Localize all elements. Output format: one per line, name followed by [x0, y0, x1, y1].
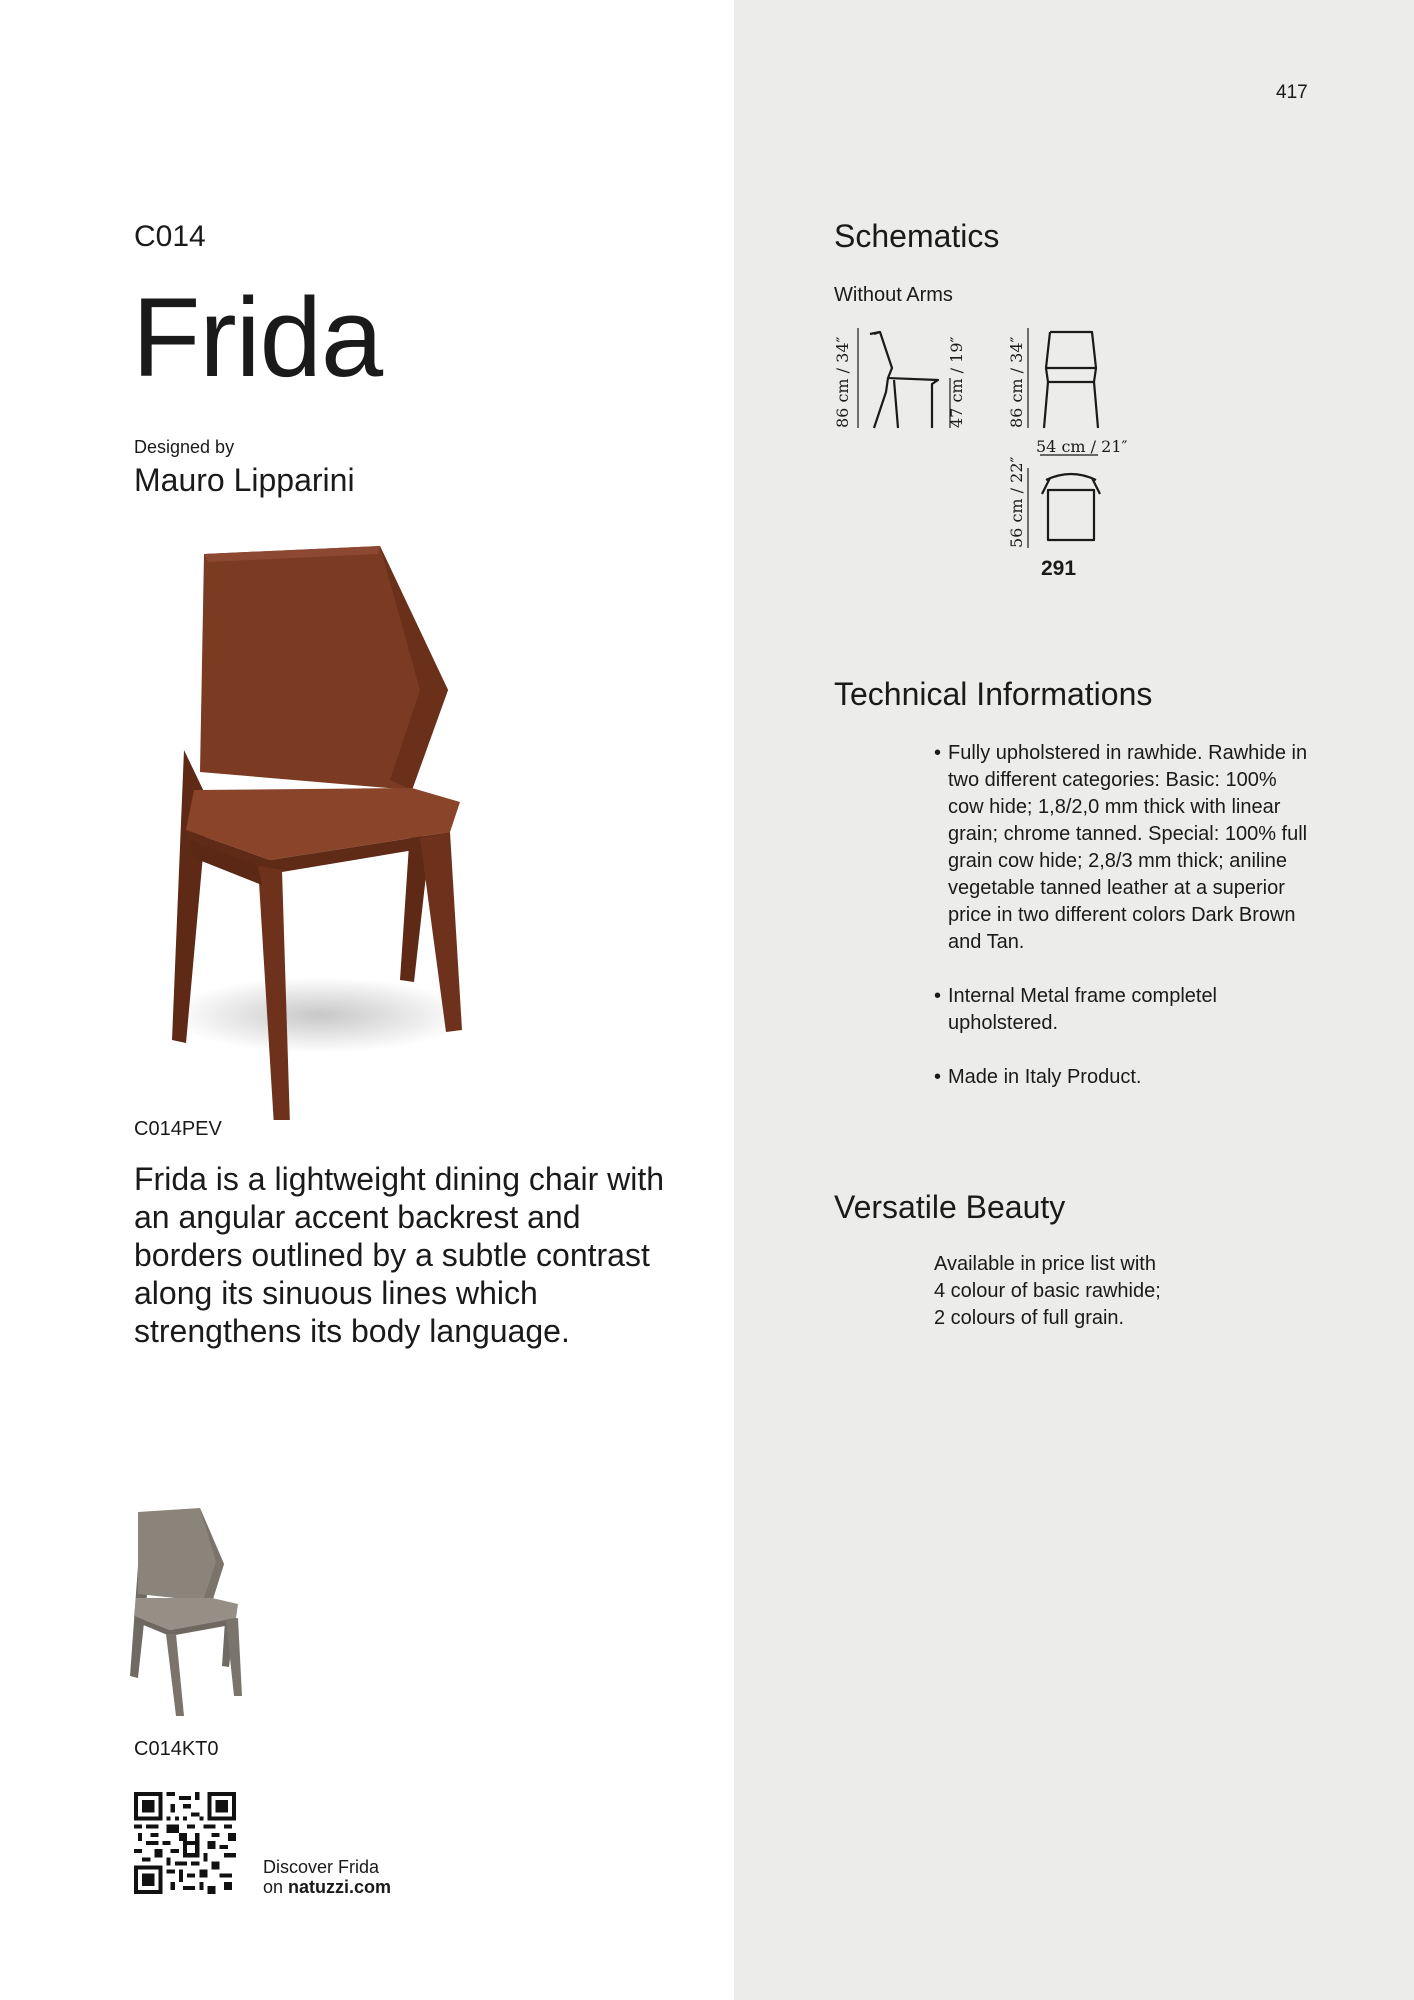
schematic-code: 291 [1041, 557, 1077, 580]
schematics-title: Schematics [834, 218, 1000, 254]
page-number: 417 [1276, 82, 1308, 103]
schematic-drawings [828, 318, 1148, 558]
versatile-text [934, 1251, 1314, 1332]
technical-title: Technical Informations [834, 676, 1153, 712]
product-description: Frida is a lightweight dining chair with an angular accent backrest and borders outlined by a subtle contrast along its sinuous lines which strengthens its body language. [134, 1161, 665, 1349]
alt-variant-code: C014KT0 [134, 1738, 219, 1760]
dim-front-width: 54 cm / 21″ [1036, 437, 1128, 456]
discover-prefix: on [263, 1877, 289, 1897]
discover-line: Discover Frida [263, 1857, 380, 1877]
discover-site-line [263, 1877, 391, 1897]
versatile-title: Versatile Beauty [834, 1189, 1066, 1225]
versatile-line: 2 colours of full grain. [934, 1307, 1125, 1329]
qr-code[interactable] [134, 1792, 236, 1894]
dim-top-depth: 56 cm / 22″ [1007, 456, 1026, 548]
chair-image-brown [150, 540, 610, 1120]
technical-list [934, 740, 1314, 1118]
dim-front-height: 86 cm / 34″ [1007, 336, 1026, 428]
designed-by-label: Designed by [134, 437, 235, 457]
technical-item: • Internal Metal frame completel upholstered. [934, 983, 1314, 1037]
discover-link[interactable] [263, 1857, 391, 1897]
versatile-line: Available in price list with [934, 1253, 1156, 1275]
designer-name: Mauro Lipparini [134, 462, 355, 498]
website-link[interactable]: natuzzi.com [288, 1877, 392, 1897]
technical-item: • Fully upholstered in rawhide. Rawhide in two different categories: Basic: 100% cow hide; 1,8/2,0 mm thick with linear grain; chrome tanned. Special: 100% full grain cow hide; 2,8/3 mm thick; aniline vegetable tanned leather at a superior price in two different colors Dark Brown and Tan. [934, 740, 1314, 956]
dim-side-height: 86 cm / 34″ [833, 336, 852, 428]
technical-item: • Made in Italy Product. [934, 1064, 1314, 1091]
main-variant-code: C014PEV [134, 1118, 222, 1140]
schematics-subtitle: Without Arms [834, 284, 953, 306]
chair-image-taupe [126, 1506, 282, 1716]
versatile-line: 4 colour of basic rawhide; [934, 1280, 1161, 1302]
product-name: Frida [132, 275, 383, 400]
dim-seat-height: 47 cm / 19″ [947, 336, 966, 428]
model-code: C014 [134, 220, 206, 253]
